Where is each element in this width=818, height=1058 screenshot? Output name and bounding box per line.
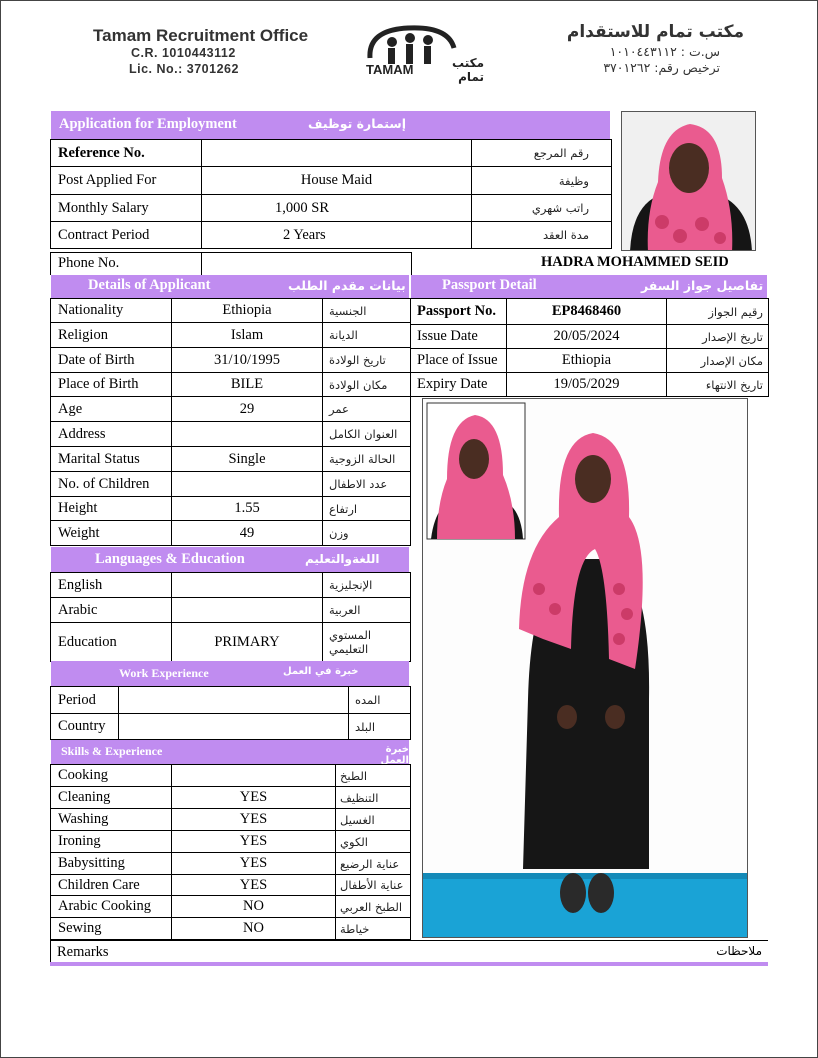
company-logo [364, 22, 484, 84]
license-number-ar: ترخيص رقم: ٣٧٠١٢٦٢ [603, 60, 720, 75]
nationality-value: Ethiopia [172, 299, 323, 323]
table-row [51, 598, 411, 623]
cleaning-value: YES [172, 787, 336, 809]
portrait-image [622, 112, 756, 251]
skills-table [50, 764, 411, 940]
license-number-en: Lic. No.: 3701262 [129, 62, 239, 76]
table-row [51, 623, 411, 662]
table-row [51, 573, 411, 598]
full-body-photo [422, 398, 748, 938]
height-label: Height [51, 497, 172, 521]
table-row [51, 397, 411, 422]
table-row [51, 373, 411, 397]
pob-label: Place of Birth [51, 373, 172, 397]
post-label: Post Applied For [51, 167, 202, 195]
details-title-bar [51, 275, 409, 298]
work-title-en: Work Experience [119, 666, 209, 680]
table-row [51, 195, 612, 222]
marital-label-ar: الحالة الزوجية [323, 447, 411, 472]
full-body-image [423, 399, 748, 938]
ironing-value: YES [172, 831, 336, 853]
children-care-value: YES [172, 875, 336, 896]
table-row [411, 373, 769, 397]
arabic-cooking-value: NO [172, 896, 336, 918]
arabic-cooking-label: Arabic Cooking [51, 896, 172, 918]
passport-no-value: EP8468460 [507, 299, 667, 325]
sewing-label: Sewing [51, 918, 172, 940]
contract-value: 2 Years [202, 222, 472, 249]
education-label-ar: المستوي التعليمي [323, 623, 411, 662]
education-label: Education [51, 623, 172, 662]
languages-title-ar: اللغةوالتعليم [305, 552, 380, 566]
passport-no-label: Passport No. [411, 299, 507, 325]
post-value: House Maid [202, 167, 472, 195]
place-of-issue-label: Place of Issue [411, 349, 507, 373]
portrait-photo [621, 111, 756, 251]
marital-label: Marital Status [51, 447, 172, 472]
period-label: Period [51, 687, 119, 714]
ironing-label: Ironing [51, 831, 172, 853]
table-row [411, 299, 769, 325]
table-row [51, 765, 411, 787]
country-label: Country [51, 714, 119, 740]
english-label: English [51, 573, 172, 598]
washing-label: Washing [51, 809, 172, 831]
languages-title-en: Languages & Education [95, 551, 245, 567]
skills-title-en: Skills & Experience [61, 744, 163, 758]
sewing-value: NO [172, 918, 336, 940]
remarks-label-ar: ملاحظات [716, 944, 762, 958]
applicant-name: HADRA MOHAMMED SEID [541, 254, 729, 270]
period-label-ar: المده [349, 687, 411, 714]
salary-label-ar: راتب شهري [472, 195, 612, 222]
ironing-label-ar: الكوي [336, 831, 411, 853]
washing-label-ar: الغسيل [336, 809, 411, 831]
phone-label: Phone No. [51, 253, 202, 275]
cr-number-en: C.R. 1010443112 [131, 46, 236, 60]
remarks-row [50, 940, 768, 962]
remarks-label: Remarks [57, 944, 109, 960]
application-title-en: Application for Employment [59, 116, 237, 132]
reference-label-ar: رقم المرجع [472, 140, 612, 167]
company-name-en: Tamam Recruitment Office [93, 26, 309, 45]
issue-date-label-ar: تاريخ الإصدار [667, 325, 769, 349]
religion-value: Islam [172, 323, 323, 348]
table-row [51, 167, 612, 195]
table-row [51, 875, 411, 896]
height-value: 1.55 [172, 497, 323, 521]
arabic-cooking-label-ar: الطبخ العربي [336, 896, 411, 918]
languages-table [50, 572, 411, 662]
children-value [172, 472, 323, 497]
post-label-ar: وظيفة [472, 167, 612, 195]
cr-number-ar: س.ت : ١٠١٠٤٤٣١١٢ [609, 44, 720, 59]
expiry-date-value: 19/05/2029 [507, 373, 667, 397]
period-value [119, 687, 349, 714]
english-value [172, 573, 323, 598]
country-label-ar: البلد [349, 714, 411, 740]
application-title-ar: إستمارة توظيف [308, 116, 406, 131]
children-care-label: Children Care [51, 875, 172, 896]
religion-label: Religion [51, 323, 172, 348]
passport-table [410, 298, 769, 397]
table-row [51, 447, 411, 472]
place-of-issue-label-ar: مكان الإصدار [667, 349, 769, 373]
address-value [172, 422, 323, 447]
address-label-ar: العنوان الكامل [323, 422, 411, 447]
work-title-ar: خبرة في العمل [283, 666, 359, 677]
table-row [51, 521, 411, 546]
logo-text: TAMAM [366, 62, 414, 77]
address-label: Address [51, 422, 172, 447]
cooking-label: Cooking [51, 765, 172, 787]
pob-value: BILE [172, 373, 323, 397]
passport-title-en: Passport Detail [442, 277, 537, 293]
skills-title-ar: خبرة العمل [380, 744, 409, 766]
height-label-ar: ارتفاع [323, 497, 411, 521]
religion-label-ar: الديانة [323, 323, 411, 348]
table-row [51, 140, 612, 167]
expiry-date-label-ar: تاريخ الانتهاء [667, 373, 769, 397]
details-title-en: Details of Applicant [88, 277, 211, 293]
weight-label-ar: وزن [323, 521, 411, 546]
table-row [51, 497, 411, 521]
passport-title-ar: تفاصيل جواز السفر [641, 278, 764, 293]
children-label: No. of Children [51, 472, 172, 497]
cooking-label-ar: الطبخ [336, 765, 411, 787]
weight-value: 49 [172, 521, 323, 546]
table-row [51, 809, 411, 831]
table-row [51, 896, 411, 918]
table-row [51, 299, 411, 323]
phone-value [202, 253, 412, 275]
table-row [51, 918, 411, 940]
table-row [51, 853, 411, 875]
babysitting-label: Babysitting [51, 853, 172, 875]
table-row [51, 714, 411, 740]
expiry-date-label: Expiry Date [411, 373, 507, 397]
table-row [51, 831, 411, 853]
education-value: PRIMARY [172, 623, 323, 662]
country-value [119, 714, 349, 740]
children-care-label-ar: عناية الأطفال [336, 875, 411, 896]
salary-value: 1,000 SR [202, 195, 472, 222]
issue-date-label: Issue Date [411, 325, 507, 349]
table-row [51, 323, 411, 348]
age-value: 29 [172, 397, 323, 422]
nationality-label-ar: الجنسية [323, 299, 411, 323]
babysitting-value: YES [172, 853, 336, 875]
table-row [51, 687, 411, 714]
bottom-accent-line [50, 962, 768, 966]
dob-label-ar: تاريخ الولادة [323, 348, 411, 373]
age-label-ar: عمر [323, 397, 411, 422]
table-row [51, 253, 412, 275]
table-row [411, 325, 769, 349]
table-row [51, 348, 411, 373]
place-of-issue-value: Ethiopia [507, 349, 667, 373]
work-table [50, 686, 411, 740]
dob-label: Date of Birth [51, 348, 172, 373]
cleaning-label: Cleaning [51, 787, 172, 809]
washing-value: YES [172, 809, 336, 831]
table-row [51, 422, 411, 447]
sewing-label-ar: خياطة [336, 918, 411, 940]
passport-title-bar [411, 275, 767, 298]
application-table [50, 139, 612, 249]
languages-title-bar [51, 547, 409, 572]
table-row [51, 472, 411, 497]
arabic-label: Arabic [51, 598, 172, 623]
company-name-ar: مكتب تمام للاستقدام [566, 22, 744, 42]
table-row [51, 787, 411, 809]
contract-label-ar: مدة العقد [472, 222, 612, 249]
issue-date-value: 20/05/2024 [507, 325, 667, 349]
arabic-label-ar: العربية [323, 598, 411, 623]
salary-label: Monthly Salary [51, 195, 202, 222]
weight-label: Weight [51, 521, 172, 546]
pob-label-ar: مكان الولادة [323, 373, 411, 397]
children-label-ar: عدد الاطفال [323, 472, 411, 497]
cleaning-label-ar: التنظيف [336, 787, 411, 809]
english-label-ar: الإنجليزية [323, 573, 411, 598]
babysitting-label-ar: عناية الرضيع [336, 853, 411, 875]
reference-value [202, 140, 472, 167]
application-title-bar [51, 111, 610, 139]
contract-label: Contract Period [51, 222, 202, 249]
table-row [411, 349, 769, 373]
details-table [50, 298, 411, 546]
table-row [51, 222, 612, 249]
dob-value: 31/10/1995 [172, 348, 323, 373]
cooking-value [172, 765, 336, 787]
details-title-ar: بيانات مقدم الطلب [288, 278, 406, 293]
reference-label: Reference No. [51, 140, 202, 167]
passport-no-label-ar: رقيم الجواز [667, 299, 769, 325]
arabic-value [172, 598, 323, 623]
work-title-bar [51, 661, 409, 686]
logo-text-ar: مكتب تمام [451, 56, 484, 84]
skills-title-bar [51, 740, 409, 764]
nationality-label: Nationality [51, 299, 172, 323]
marital-value: Single [172, 447, 323, 472]
phone-table [50, 252, 412, 275]
age-label: Age [51, 397, 172, 422]
